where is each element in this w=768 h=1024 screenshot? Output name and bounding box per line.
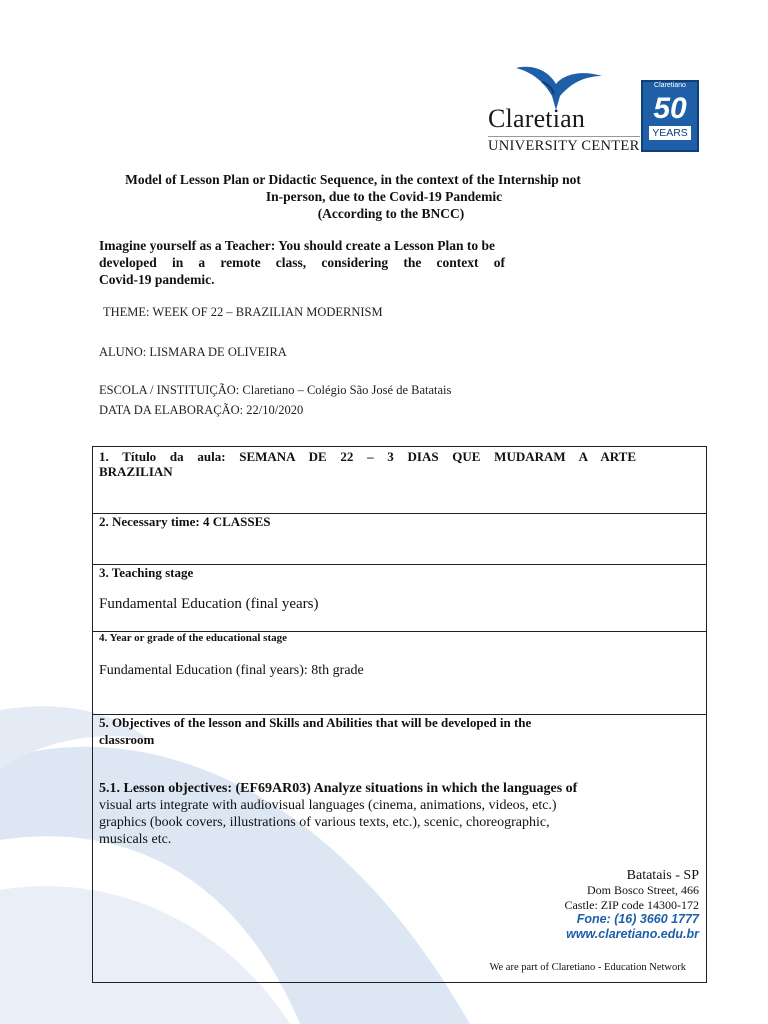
badge-number: 50 xyxy=(653,92,687,125)
objectives-heading-line-2: classroom xyxy=(99,732,155,747)
lesson-objectives-line-3: graphics (book covers, illustrations of various texts, etc.), scenic, choreographic, xyxy=(99,815,550,830)
objectives-heading-line-1: 5. Objectives of the lesson and Skills and Abilities that will be developed in the xyxy=(99,715,532,730)
intro-line-2: developed in a remote class, considering the context of xyxy=(99,255,505,270)
lesson-objectives-line-2: visual arts integrate with audiovisual languages (cinema, animations, videos, etc.) xyxy=(99,798,557,813)
lesson-objectives-line-1: 5.1. Lesson objectives: (EF69AR03) Analyze situations in which the languages of xyxy=(99,781,578,796)
intro-line-3: Covid-19 pandemic. xyxy=(99,272,215,287)
theme-text: THEME: WEEK OF 22 – BRAZILIAN MODERNISM xyxy=(103,305,383,319)
badge-years: YEARS xyxy=(649,126,691,140)
badge-brand: Claretiano xyxy=(654,82,686,89)
lesson-objectives-line-4: musicals etc. xyxy=(99,832,172,847)
logo-name: Claretian xyxy=(488,104,586,133)
grade-label: 4. Year or grade of the educational stage xyxy=(99,632,287,644)
intro-line-1: Imagine yourself as a Teacher: You should create a Lesson Plan to be xyxy=(99,238,496,253)
footer-network: We are part of Claretiano - Education Network xyxy=(489,962,686,973)
lesson-title-line-2: BRAZILIAN xyxy=(99,464,173,479)
teaching-stage-label: 3. Teaching stage xyxy=(99,565,194,580)
footer-city: Batatais - SP xyxy=(626,868,699,883)
header-line-3: (According to the BNCC) xyxy=(317,206,465,221)
teaching-stage-value: Fundamental Education (final years) xyxy=(99,596,319,612)
header-line-2: In-person, due to the Covid-19 Pandemic xyxy=(265,189,503,204)
footer-street: Dom Bosco Street, 466 xyxy=(587,883,699,897)
header-line-1: Model of Lesson Plan or Didactic Sequence, in the context of the Internship not xyxy=(125,172,581,187)
grade-value: Fundamental Education (final years): 8th grade xyxy=(99,663,364,678)
footer-zip: Castle: ZIP code 14300-172 xyxy=(564,898,699,912)
student-text: ALUNO: LISMARA DE OLIVEIRA xyxy=(99,345,287,359)
logo-divider xyxy=(488,136,640,137)
date-text: DATA DA ELABORAÇÃO: 22/10/2020 xyxy=(99,403,304,417)
footer-website[interactable]: www.claretiano.edu.br xyxy=(566,927,699,941)
necessary-time: 2. Necessary time: 4 CLASSES xyxy=(99,514,271,529)
school-text: ESCOLA / INSTITUIÇÃO: Claretiano – Colégio São José de Batatais xyxy=(99,383,452,397)
logo-subtitle: UNIVERSITY CENTER xyxy=(488,138,640,154)
lesson-title-line-1: 1. Título da aula: SEMANA DE 22 – 3 DIAS QUE MUDARAM A ARTE xyxy=(99,449,636,464)
footer-phone: Fone: (16) 3660 1777 xyxy=(576,912,699,926)
